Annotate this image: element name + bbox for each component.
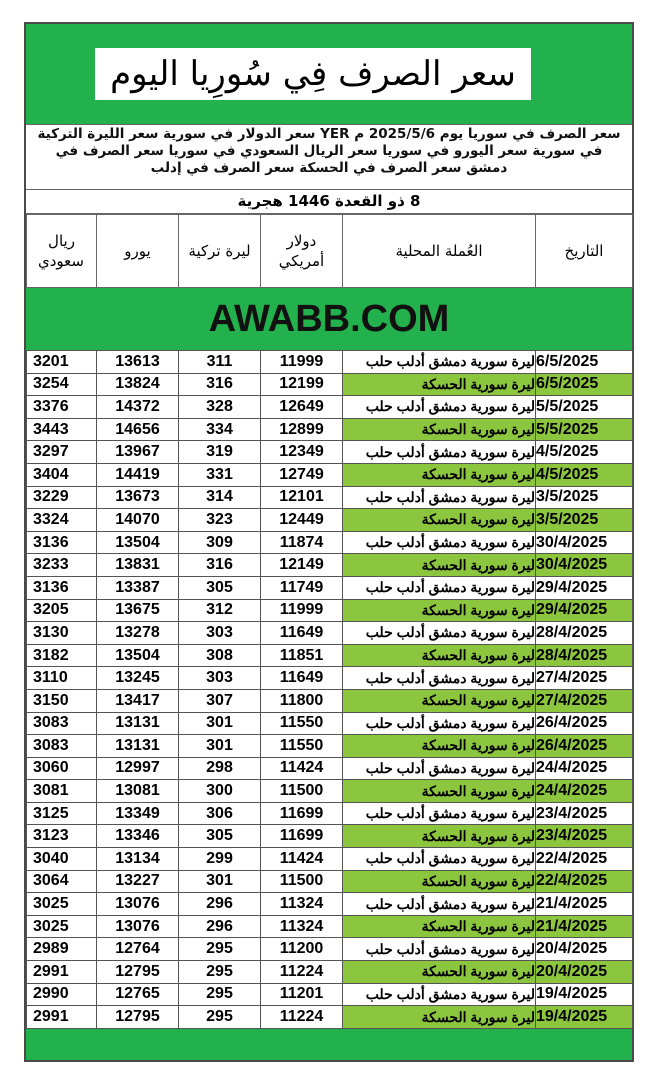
table-row <box>27 373 633 396</box>
row-sar: 2989 <box>27 938 97 961</box>
row-try: 308 <box>179 644 261 667</box>
header-eur: يورو <box>97 215 179 288</box>
row-eur: 13417 <box>97 689 179 712</box>
row-usd: 11324 <box>261 915 343 938</box>
row-usd: 11649 <box>261 667 343 690</box>
row-date: 30/4/2025 <box>536 554 633 577</box>
rates-table <box>26 350 633 1029</box>
row-date: 3/5/2025 <box>536 486 633 509</box>
row-date: 20/4/2025 <box>536 961 633 984</box>
row-sar: 3376 <box>27 396 97 419</box>
row-usd: 11800 <box>261 689 343 712</box>
row-usd: 11699 <box>261 802 343 825</box>
row-currency: ليرة سورية الحسكة <box>343 644 536 667</box>
row-currency: ليرة سورية دمشق أدلب حلب <box>343 938 536 961</box>
row-date: 30/4/2025 <box>536 531 633 554</box>
row-date: 26/4/2025 <box>536 712 633 735</box>
row-eur: 13613 <box>97 351 179 374</box>
row-currency: ليرة سورية دمشق أدلب حلب <box>343 893 536 916</box>
row-sar: 3136 <box>27 531 97 554</box>
row-try: 331 <box>179 463 261 486</box>
table-row <box>27 983 633 1006</box>
row-eur: 13131 <box>97 712 179 735</box>
row-sar: 3254 <box>27 373 97 396</box>
table-row <box>27 396 633 419</box>
row-usd: 11874 <box>261 531 343 554</box>
row-currency: ليرة سورية الحسكة <box>343 780 536 803</box>
row-date: 6/5/2025 <box>536 373 633 396</box>
row-usd: 11200 <box>261 938 343 961</box>
row-try: 296 <box>179 893 261 916</box>
table-row <box>27 961 633 984</box>
header-sar: ريال سعودي <box>27 215 97 288</box>
row-date: 21/4/2025 <box>536 893 633 916</box>
row-try: 296 <box>179 915 261 938</box>
row-try: 316 <box>179 373 261 396</box>
table-header <box>26 214 633 288</box>
row-try: 319 <box>179 441 261 464</box>
row-sar: 3025 <box>27 915 97 938</box>
header-currency: العُملة المحلية <box>343 215 536 288</box>
row-sar: 3229 <box>27 486 97 509</box>
row-try: 328 <box>179 396 261 419</box>
row-date: 19/4/2025 <box>536 983 633 1006</box>
row-date: 22/4/2025 <box>536 848 633 871</box>
table-row <box>27 870 633 893</box>
row-currency: ليرة سورية الحسكة <box>343 463 536 486</box>
table-row <box>27 825 633 848</box>
row-eur: 13346 <box>97 825 179 848</box>
row-currency: ليرة سورية دمشق أدلب حلب <box>343 667 536 690</box>
row-usd: 11749 <box>261 576 343 599</box>
row-usd: 12101 <box>261 486 343 509</box>
row-try: 312 <box>179 599 261 622</box>
row-sar: 3297 <box>27 441 97 464</box>
table-row <box>27 1006 633 1029</box>
row-date: 28/4/2025 <box>536 622 633 645</box>
table-row <box>27 441 633 464</box>
row-sar: 3083 <box>27 735 97 758</box>
row-sar: 3110 <box>27 667 97 690</box>
row-date: 24/4/2025 <box>536 757 633 780</box>
row-sar: 2990 <box>27 983 97 1006</box>
row-eur: 13076 <box>97 893 179 916</box>
row-sar: 3324 <box>27 509 97 532</box>
row-sar: 3201 <box>27 351 97 374</box>
row-usd: 11851 <box>261 644 343 667</box>
row-try: 309 <box>179 531 261 554</box>
row-eur: 12795 <box>97 1006 179 1029</box>
row-date: 28/4/2025 <box>536 644 633 667</box>
row-sar: 2991 <box>27 1006 97 1029</box>
row-usd: 12349 <box>261 441 343 464</box>
row-try: 295 <box>179 983 261 1006</box>
table-row <box>27 938 633 961</box>
row-usd: 11699 <box>261 825 343 848</box>
row-eur: 14656 <box>97 418 179 441</box>
row-sar: 3150 <box>27 689 97 712</box>
row-date: 5/5/2025 <box>536 418 633 441</box>
row-usd: 11424 <box>261 848 343 871</box>
row-currency: ليرة سورية دمشق أدلب حلب <box>343 622 536 645</box>
row-usd: 11550 <box>261 735 343 758</box>
row-date: 19/4/2025 <box>536 1006 633 1029</box>
row-date: 26/4/2025 <box>536 735 633 758</box>
row-eur: 12795 <box>97 961 179 984</box>
table-row <box>27 644 633 667</box>
row-usd: 12449 <box>261 509 343 532</box>
table-row <box>27 576 633 599</box>
table-row <box>27 689 633 712</box>
row-usd: 12649 <box>261 396 343 419</box>
row-eur: 14419 <box>97 463 179 486</box>
row-date: 29/4/2025 <box>536 599 633 622</box>
row-currency: ليرة سورية الحسكة <box>343 509 536 532</box>
row-currency: ليرة سورية الحسكة <box>343 735 536 758</box>
row-try: 305 <box>179 825 261 848</box>
row-eur: 13134 <box>97 848 179 871</box>
row-currency: ليرة سورية دمشق أدلب حلب <box>343 351 536 374</box>
table-row <box>27 599 633 622</box>
row-usd: 12899 <box>261 418 343 441</box>
row-try: 303 <box>179 667 261 690</box>
row-usd: 12749 <box>261 463 343 486</box>
row-sar: 3443 <box>27 418 97 441</box>
row-eur: 13245 <box>97 667 179 690</box>
row-usd: 11224 <box>261 1006 343 1029</box>
row-try: 316 <box>179 554 261 577</box>
row-date: 4/5/2025 <box>536 463 633 486</box>
row-date: 20/4/2025 <box>536 938 633 961</box>
row-currency: ليرة سورية دمشق أدلب حلب <box>343 531 536 554</box>
row-try: 301 <box>179 712 261 735</box>
row-sar: 3404 <box>27 463 97 486</box>
row-currency: ليرة سورية دمشق أدلب حلب <box>343 983 536 1006</box>
row-sar: 3130 <box>27 622 97 645</box>
table-row <box>27 351 633 374</box>
row-sar: 3125 <box>27 802 97 825</box>
row-try: 323 <box>179 509 261 532</box>
table-row <box>27 463 633 486</box>
row-try: 305 <box>179 576 261 599</box>
row-try: 301 <box>179 870 261 893</box>
row-try: 334 <box>179 418 261 441</box>
table-row <box>27 780 633 803</box>
row-usd: 11999 <box>261 599 343 622</box>
row-date: 29/4/2025 <box>536 576 633 599</box>
row-try: 311 <box>179 351 261 374</box>
row-sar: 3083 <box>27 712 97 735</box>
row-date: 22/4/2025 <box>536 870 633 893</box>
row-currency: ليرة سورية الحسكة <box>343 961 536 984</box>
table-row <box>27 712 633 735</box>
row-eur: 14070 <box>97 509 179 532</box>
row-eur: 12764 <box>97 938 179 961</box>
row-usd: 11500 <box>261 870 343 893</box>
row-sar: 3060 <box>27 757 97 780</box>
row-usd: 11224 <box>261 961 343 984</box>
row-eur: 13081 <box>97 780 179 803</box>
row-usd: 11649 <box>261 622 343 645</box>
hijri-date: 8 ذو القعدة 1446 هجرية <box>26 190 632 214</box>
row-usd: 12199 <box>261 373 343 396</box>
row-try: 301 <box>179 735 261 758</box>
table-row <box>27 802 633 825</box>
row-try: 307 <box>179 689 261 712</box>
row-eur: 13504 <box>97 531 179 554</box>
row-try: 295 <box>179 938 261 961</box>
row-eur: 13824 <box>97 373 179 396</box>
table-row <box>27 757 633 780</box>
row-sar: 3136 <box>27 576 97 599</box>
row-date: 6/5/2025 <box>536 351 633 374</box>
row-try: 306 <box>179 802 261 825</box>
table-row <box>27 531 633 554</box>
row-usd: 11424 <box>261 757 343 780</box>
table-row <box>27 915 633 938</box>
row-currency: ليرة سورية الحسكة <box>343 554 536 577</box>
row-date: 21/4/2025 <box>536 915 633 938</box>
row-currency: ليرة سورية الحسكة <box>343 1006 536 1029</box>
header-date: التاريخ <box>536 215 633 288</box>
row-date: 5/5/2025 <box>536 396 633 419</box>
table-row <box>27 509 633 532</box>
row-eur: 12997 <box>97 757 179 780</box>
row-eur: 13967 <box>97 441 179 464</box>
row-usd: 11201 <box>261 983 343 1006</box>
row-currency: ليرة سورية الحسكة <box>343 418 536 441</box>
row-date: 27/4/2025 <box>536 689 633 712</box>
row-currency: ليرة سورية دمشق أدلب حلب <box>343 757 536 780</box>
row-eur: 13131 <box>97 735 179 758</box>
table-row <box>27 667 633 690</box>
row-usd: 11999 <box>261 351 343 374</box>
row-date: 23/4/2025 <box>536 802 633 825</box>
row-sar: 3064 <box>27 870 97 893</box>
row-eur: 13278 <box>97 622 179 645</box>
row-usd: 11324 <box>261 893 343 916</box>
row-eur: 13673 <box>97 486 179 509</box>
row-try: 300 <box>179 780 261 803</box>
row-sar: 3123 <box>27 825 97 848</box>
row-currency: ليرة سورية دمشق أدلب حلب <box>343 576 536 599</box>
row-try: 303 <box>179 622 261 645</box>
row-date: 27/4/2025 <box>536 667 633 690</box>
row-try: 295 <box>179 1006 261 1029</box>
row-currency: ليرة سورية دمشق أدلب حلب <box>343 802 536 825</box>
row-currency: ليرة سورية الحسكة <box>343 915 536 938</box>
row-currency: ليرة سورية الحسكة <box>343 870 536 893</box>
row-currency: ليرة سورية دمشق أدلب حلب <box>343 712 536 735</box>
row-currency: ليرة سورية دمشق أدلب حلب <box>343 848 536 871</box>
row-try: 298 <box>179 757 261 780</box>
row-sar: 3182 <box>27 644 97 667</box>
row-currency: ليرة سورية دمشق أدلب حلب <box>343 441 536 464</box>
row-currency: ليرة سورية الحسكة <box>343 825 536 848</box>
table-row <box>27 622 633 645</box>
row-usd: 11550 <box>261 712 343 735</box>
row-usd: 12149 <box>261 554 343 577</box>
row-sar: 3233 <box>27 554 97 577</box>
row-date: 23/4/2025 <box>536 825 633 848</box>
table-row <box>27 735 633 758</box>
row-date: 4/5/2025 <box>536 441 633 464</box>
row-eur: 13831 <box>97 554 179 577</box>
row-eur: 13387 <box>97 576 179 599</box>
table-row <box>27 486 633 509</box>
row-eur: 14372 <box>97 396 179 419</box>
row-date: 24/4/2025 <box>536 780 633 803</box>
row-currency: ليرة سورية الحسكة <box>343 599 536 622</box>
table-row <box>27 848 633 871</box>
row-try: 314 <box>179 486 261 509</box>
row-usd: 11500 <box>261 780 343 803</box>
table-row <box>27 893 633 916</box>
header-try: ليرة تركية <box>179 215 261 288</box>
row-sar: 3040 <box>27 848 97 871</box>
row-date: 3/5/2025 <box>536 509 633 532</box>
row-eur: 13504 <box>97 644 179 667</box>
row-eur: 13675 <box>97 599 179 622</box>
row-try: 299 <box>179 848 261 871</box>
row-eur: 13076 <box>97 915 179 938</box>
row-sar: 2991 <box>27 961 97 984</box>
row-currency: ليرة سورية الحسكة <box>343 689 536 712</box>
header-usd: دولار أمريكي <box>261 215 343 288</box>
row-eur: 13349 <box>97 802 179 825</box>
row-try: 295 <box>179 961 261 984</box>
row-eur: 13227 <box>97 870 179 893</box>
site-watermark: AWABB.COM <box>26 288 632 350</box>
page-title: سعر الصرف فِي سُورِيا اليوم <box>95 48 531 100</box>
row-sar: 3205 <box>27 599 97 622</box>
table-row <box>27 554 633 577</box>
row-currency: ليرة سورية دمشق أدلب حلب <box>343 486 536 509</box>
table-row <box>27 418 633 441</box>
row-eur: 12765 <box>97 983 179 1006</box>
row-currency: ليرة سورية دمشق أدلب حلب <box>343 396 536 419</box>
row-sar: 3025 <box>27 893 97 916</box>
row-currency: ليرة سورية الحسكة <box>343 373 536 396</box>
row-sar: 3081 <box>27 780 97 803</box>
description-text: سعر الصرف في سوريا يوم 2025/5/6 م YER سعر الدولار في سورية سعر الليرة التركية في سورية سعر اليورو في سوريا سعر الريال السعودي في سوريا سعر الصرف في دمشق سعر الصرف في الحسكة سعر الصرف في إدلب <box>26 124 632 190</box>
